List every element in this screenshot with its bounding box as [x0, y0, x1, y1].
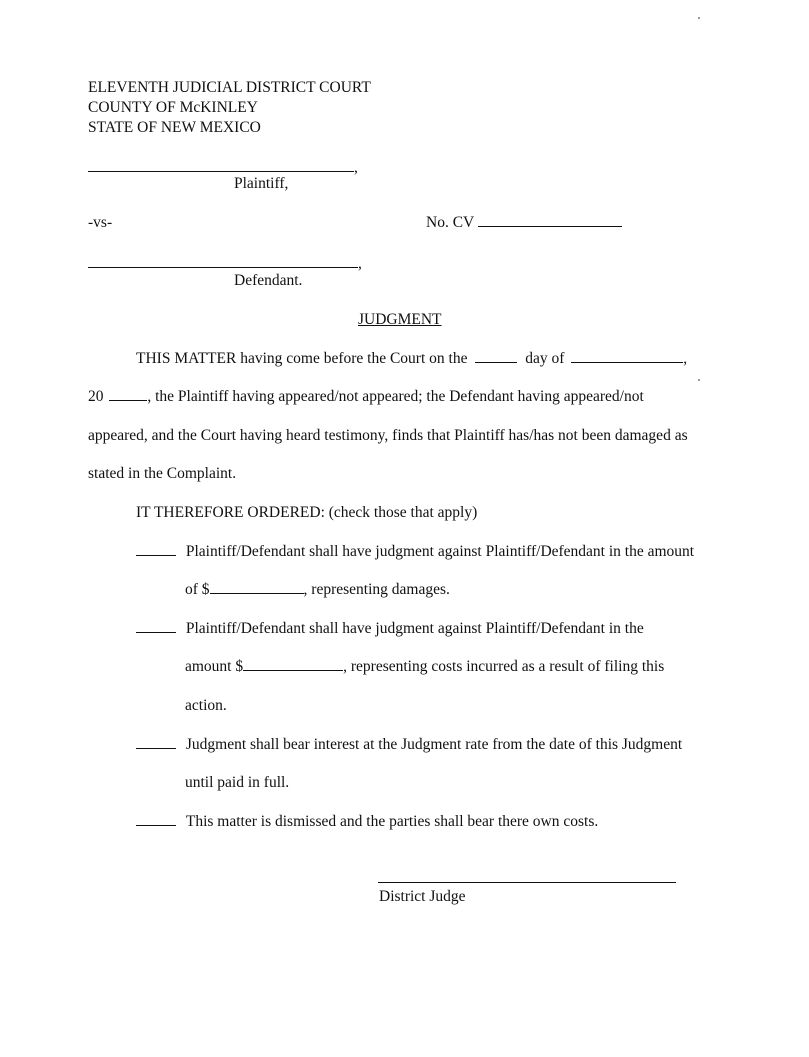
case-number-label: No. CV [426, 214, 474, 231]
versus-label: -vs- [88, 214, 113, 231]
hearing-month-field[interactable] [571, 362, 683, 363]
costs-line-3: action. [185, 697, 227, 714]
intro-line-1 [136, 350, 687, 368]
damages-amount-label: of $ [185, 581, 210, 598]
defendant-name-field[interactable] [88, 255, 362, 273]
damages-amount-line [185, 581, 450, 599]
damages-text: Plaintiff/Defendant shall have judgment against Plaintiff/Defendant in the amount [185, 543, 695, 560]
court-state: STATE OF NEW MEXICO [88, 119, 261, 136]
damages-checkbox[interactable] [136, 555, 176, 556]
intro-text-appearance: , the Plaintiff having appeared/not appeared; the Defendant having appeared/not [147, 388, 644, 405]
court-name: ELEVENTH JUDICIAL DISTRICT COURT [88, 79, 371, 96]
case-number-field[interactable] [478, 225, 622, 227]
interest-checkbox[interactable] [136, 748, 176, 749]
damages-amount-field[interactable] [210, 593, 304, 594]
costs-item [136, 620, 644, 638]
ordered-heading: IT THEREFORE ORDERED: (check those that apply) [136, 504, 478, 521]
court-county: COUNTY OF McKINLEY [88, 99, 258, 116]
plaintiff-name-field[interactable] [88, 159, 358, 177]
intro-line-4: stated in the Complaint. [88, 465, 237, 482]
hearing-year-field[interactable] [109, 400, 147, 401]
defendant-comma: , [358, 255, 362, 272]
damages-amount-text: , representing damages. [303, 581, 450, 598]
costs-amount-line [185, 658, 664, 676]
court-header [88, 78, 371, 138]
costs-amount-text: , representing costs incurred as a result of filing this [343, 658, 665, 675]
scan-speck [698, 17, 700, 19]
signature-label: District Judge [379, 888, 466, 905]
dismissed-text: This matter is dismissed and the parties shall bear there own costs. [185, 813, 599, 830]
defendant-label: Defendant. [234, 272, 303, 289]
case-number [426, 214, 622, 232]
damages-item [136, 543, 694, 561]
costs-amount-label: amount $ [185, 658, 244, 675]
intro-text-b: day of [525, 350, 565, 367]
costs-checkbox[interactable] [136, 632, 176, 633]
document-title: JUDGMENT [358, 311, 442, 328]
scan-speck [698, 379, 700, 381]
signature-line[interactable] [378, 882, 676, 883]
hearing-day-field[interactable] [475, 362, 517, 363]
interest-text: Judgment shall bear interest at the Judgment rate from the date of this Judgment [185, 736, 683, 753]
intro-text-c: , [683, 350, 688, 367]
plaintiff-label: Plaintiff, [234, 175, 289, 192]
costs-text: Plaintiff/Defendant shall have judgment against Plaintiff/Defendant in the [185, 620, 644, 637]
dismissed-checkbox[interactable] [136, 825, 176, 826]
costs-amount-field[interactable] [243, 670, 343, 671]
dismissed-item [136, 813, 598, 831]
interest-item [136, 736, 682, 754]
intro-line-2 [88, 388, 644, 406]
intro-line-3: appeared, and the Court having heard testimony, finds that Plaintiff has/has not been damaged as [88, 427, 688, 444]
interest-line-2: until paid in full. [185, 774, 290, 791]
plaintiff-comma: , [354, 159, 358, 176]
intro-text-a: THIS MATTER having come before the Court on the [136, 350, 468, 367]
year-prefix: 20 [88, 388, 104, 405]
